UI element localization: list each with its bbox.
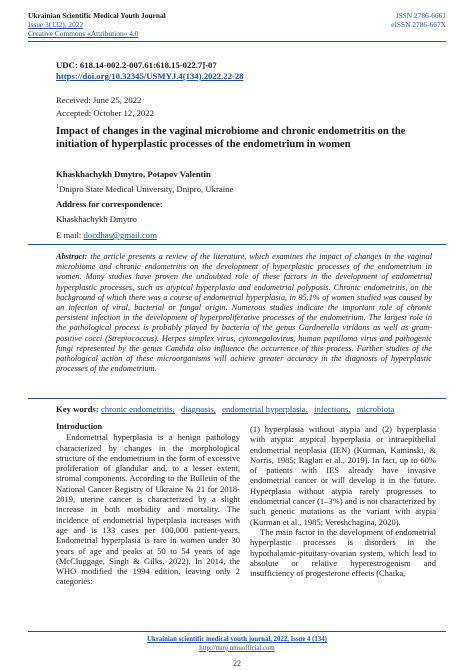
affiliation-mark: 1 bbox=[56, 183, 59, 190]
email-link[interactable]: docdhas@gmail.com bbox=[83, 229, 157, 240]
article-dates bbox=[56, 94, 154, 120]
author-block bbox=[56, 168, 233, 241]
page-footer bbox=[0, 636, 474, 653]
received-date: Received: June 25, 2022 bbox=[56, 95, 142, 105]
correspondence-name: Khaskhachykh Dmytro bbox=[56, 214, 137, 225]
body-paragraph: (1) hyperplasia without atypia and (2) hyperplasia with atypia: atypical hyperplasia or intraepithelial endometrial neoplasia (IEN) (Kurman, Kaminski, & Norris, 1985; Raglan et al., 2019). In fact, up to 60% of patients with IES already have invasive endometrial cancer or will develop it in the future. Hyperplasia without atypia rarely progresses to endometrial cancer (1–3%) and is not characterized by such genetic mutations as the variant with atypia (Kurman et al., 1985; Vereshchagina, 2020). bbox=[250, 424, 436, 527]
header-right bbox=[391, 11, 446, 29]
accepted-date: Accepted: October 12, 2022 bbox=[56, 108, 154, 118]
footer-journal-link[interactable]: Ukrainian scientific medical youth journal, 2022, Issue 4 (134) bbox=[147, 636, 327, 643]
header-divider bbox=[28, 41, 446, 42]
doi-link[interactable]: https://doi.org/10.32345/USMYJ.4(134).2022.22-28 bbox=[56, 71, 244, 81]
issue-link[interactable]: Issue 3(132), 2022 bbox=[28, 20, 84, 30]
affiliation bbox=[56, 181, 233, 195]
intro-paragraph: Endometrial hyperplasia is a benign pathology characterized by changes in the morphological structure of the endometrium in the form of excessive proliferation of glandular and, to a lesser extent, stromal components. According to the Bulletin of the National Cancer Registry of Ukraine № 21 for 2018-2019, uterine cancer is characterized by a slight increase in both morbidity and mortality. The incidence of endometrial hyperplasia increases with age and is 133 cases per 100,000 patient-years. Endometrial hyperplasia is rare in women under 30 years of age and peaks at 50 to 54 years of age (McCluggage, Singh & Gilks, 2022). In 2014, the WHO modified the 1994 edition, leaving only 2 categories: bbox=[56, 432, 240, 587]
license-link[interactable]: Creative Commons «Attribution» 4.0 bbox=[28, 29, 139, 39]
abstract-label: Abstract: bbox=[56, 252, 88, 261]
article-identifiers bbox=[56, 60, 244, 82]
keyword-link[interactable]: infections, bbox=[314, 404, 351, 414]
email-label: E mail: bbox=[56, 229, 82, 240]
keyword-link[interactable]: microbiota bbox=[356, 404, 395, 414]
eissn: eISSN 2786-667X bbox=[391, 20, 446, 30]
email-line bbox=[56, 229, 233, 242]
keyword-link[interactable]: endometrial hyperplasia, bbox=[222, 404, 308, 414]
keyword-link[interactable]: chronic endometritis, bbox=[100, 404, 175, 414]
page-number: 22 bbox=[233, 659, 241, 668]
keyword-link[interactable]: diagnosis, bbox=[180, 404, 216, 414]
udc-code: UDC: 618.14-002.2-007.61:618.15-022.7]-07 bbox=[56, 60, 217, 70]
introduction-heading: Introduction bbox=[56, 421, 103, 431]
abstract-top-divider bbox=[28, 244, 446, 245]
affiliation-text: Dnipro State Medical University, Dnipro, Ukraine bbox=[59, 183, 234, 194]
abstract-bottom-divider bbox=[28, 398, 446, 399]
issn: ISSN 2786-6661 bbox=[396, 11, 446, 20]
authors: Khaskhachykh Dmytro, Potapov Valentin bbox=[56, 169, 211, 179]
body-paragraph: The main factor in the development of endometrial hyperplastic processes is disorders in the hypothalamic-pituitary-ovarian system, which lead to absolute or relative hyperestrogenism and insufficiency of progesterone effects (Chaika, bbox=[250, 526, 436, 579]
correspondence-label: Address for correspondence: bbox=[56, 198, 163, 209]
article-title: Impact of changes in the vaginal microbiome and chronic endometritis on the initiation of hyperplastic processes of the endometrium in women bbox=[56, 126, 406, 150]
abstract-text: the article presents a review of the literature, which examines the impact of changes in the vaginal microbiome and chronic endometritis on the development of hyperplastic processes of the endometrium in women. Many studies have proven the undoubted role of these factors in the development of endometrial hyperplastic processes, such as atypical hyperplasia and endometrial polyposis. Chronic endometritis, on the background of which there was a course of endometrial hyperplasia, in 95.1% of women studied was caused by an infection of viral, bacterial or fungal origin. Numerous studies indicate the important role of chronic persistent infection in the development of hyperproliferative processes of the endometrium. The largest role in the pathological process is probably played by bacteria of the genus Gardnerella viridans as well as gram-positive cocci (Streptococcus). Herpes simplex virus, cytomegalovirus, human papilloma virus and pathogenic fungi represented by the genus Candida also influence the occurrence of this process. Further studies of the pathological action of these microorganisms will achieve greater accuracy in the diagnosis of hyperplastic processes of the endometrium. bbox=[56, 252, 432, 374]
body-right-column bbox=[250, 424, 436, 578]
abstract bbox=[56, 252, 432, 374]
footer-divider bbox=[28, 631, 446, 632]
footer-url-link[interactable]: http://mmj.nmuofficial.com bbox=[199, 644, 275, 652]
keywords bbox=[56, 404, 434, 415]
header-left bbox=[28, 11, 166, 39]
keywords-label: Key words: bbox=[56, 404, 99, 414]
body-left-column bbox=[56, 421, 240, 587]
journal-title: Ukrainian Scientific Medical Youth Journal bbox=[28, 11, 166, 20]
